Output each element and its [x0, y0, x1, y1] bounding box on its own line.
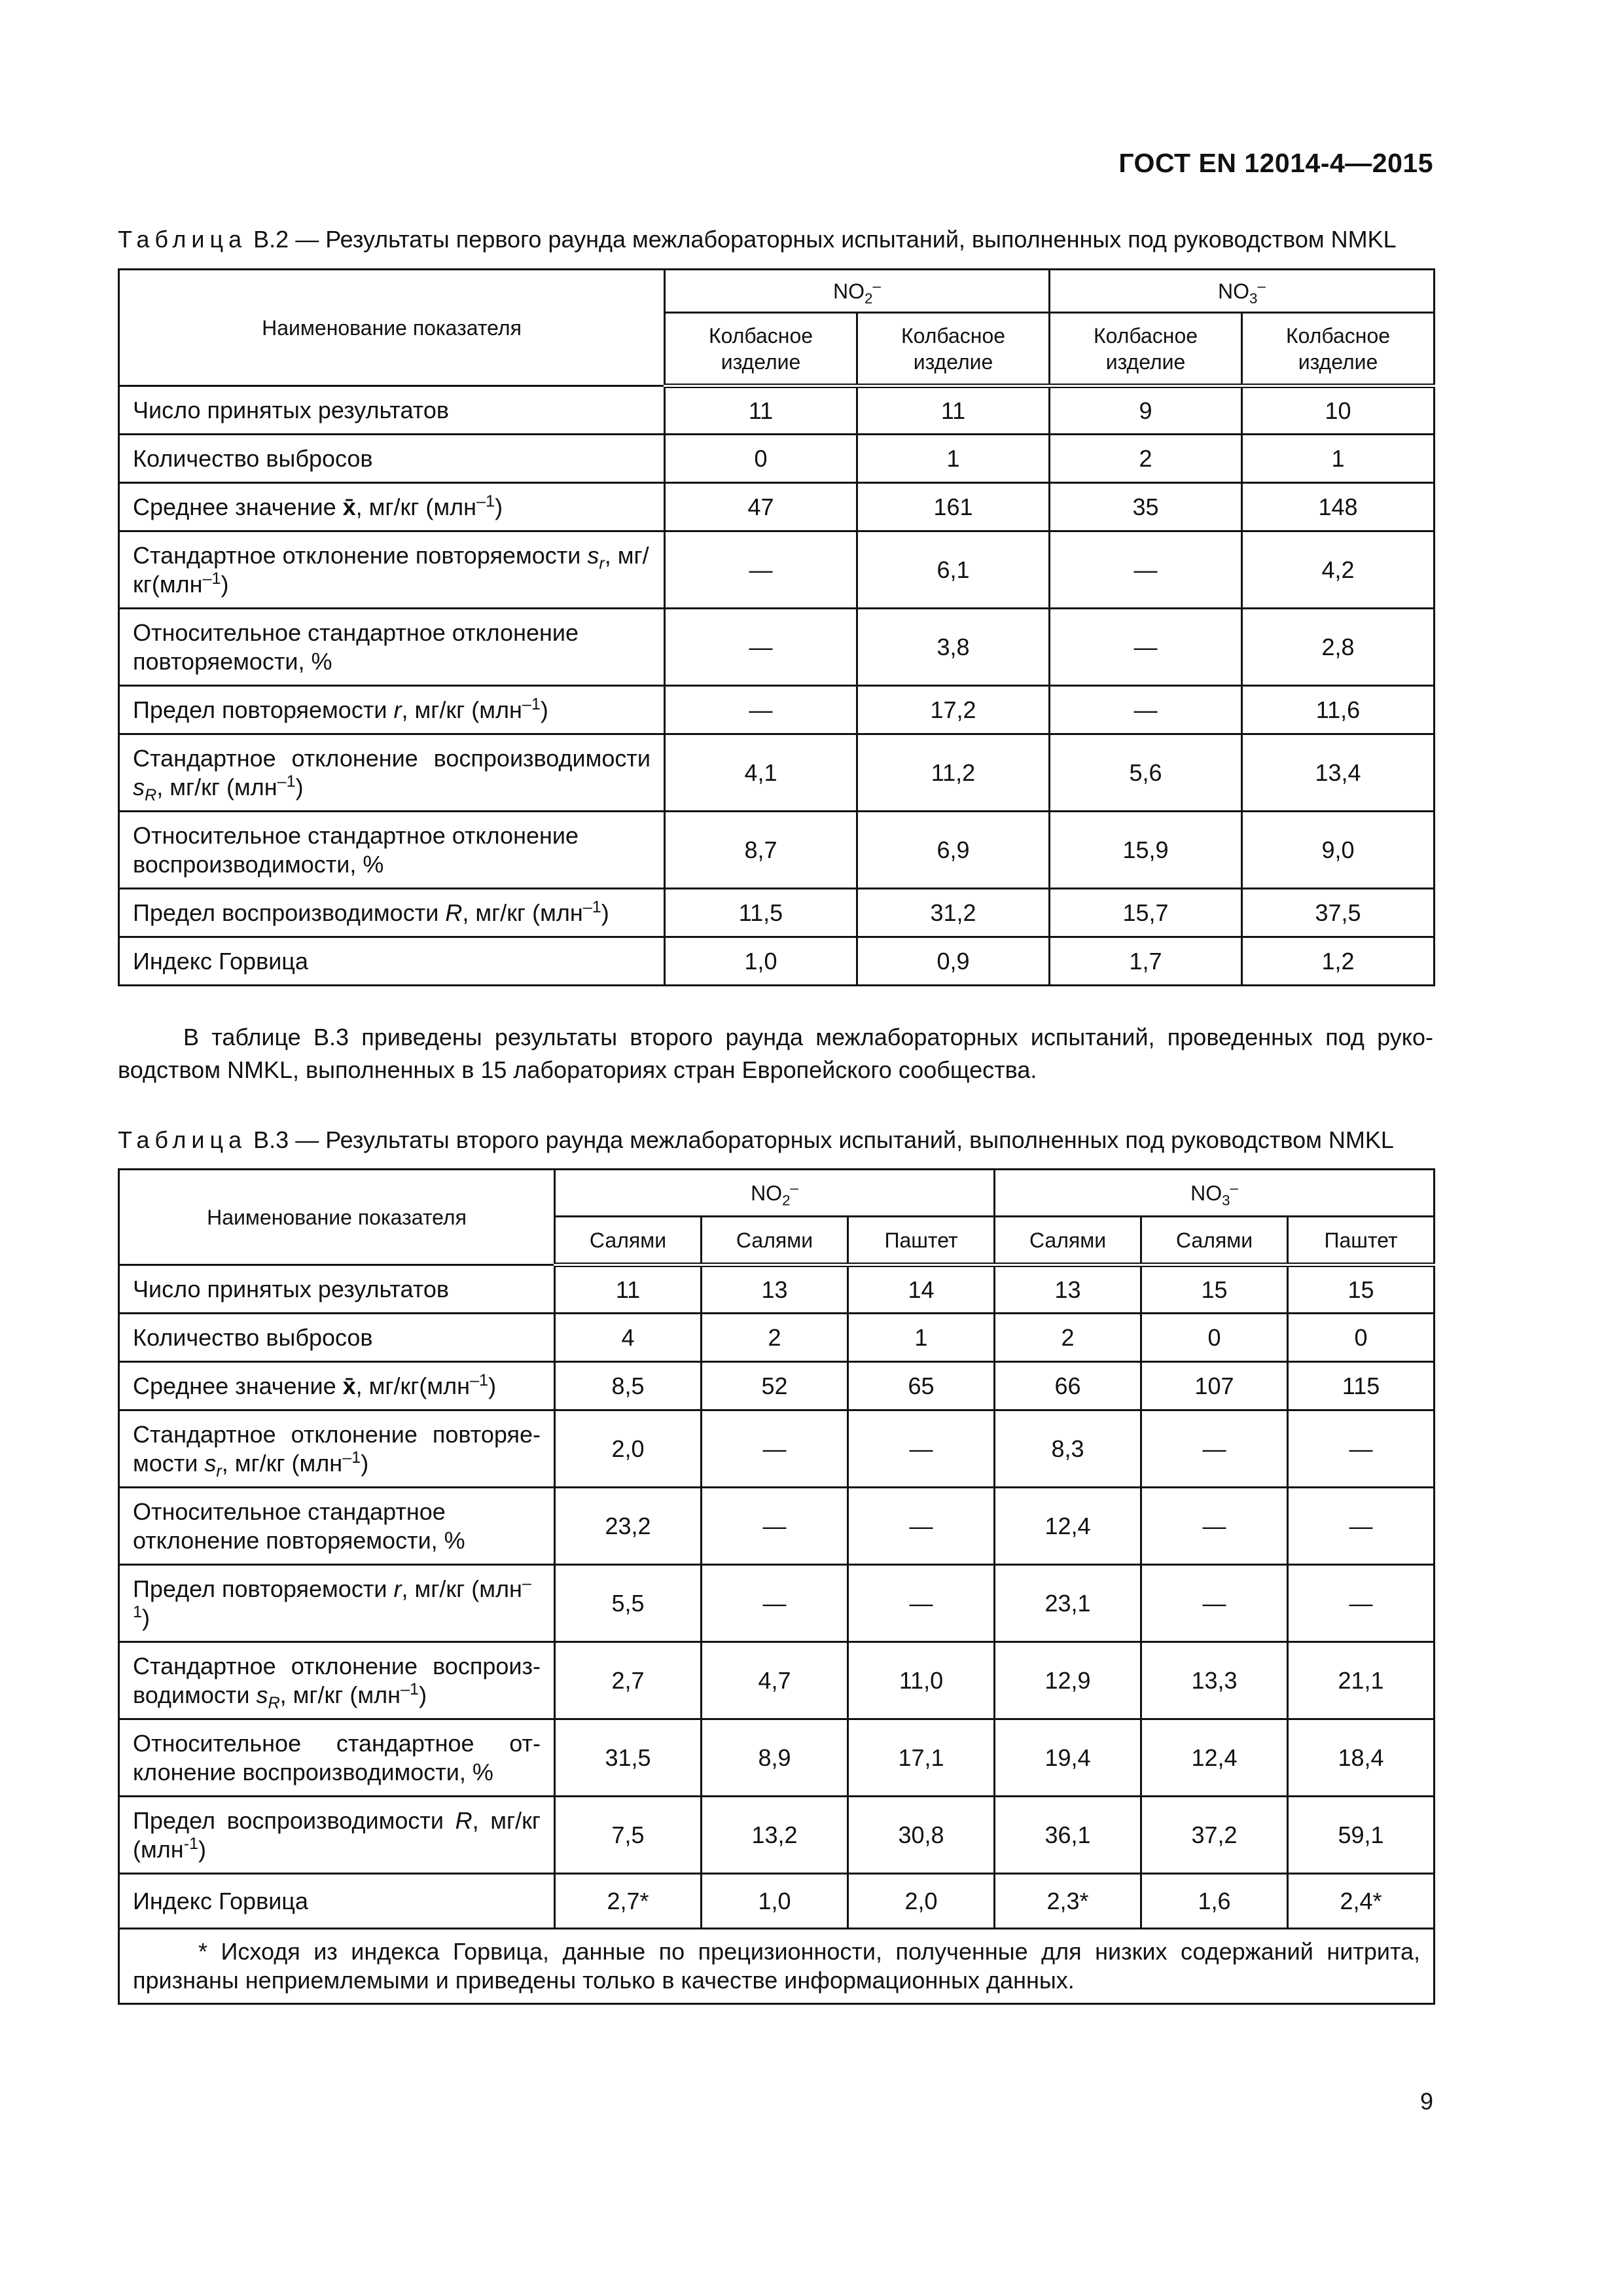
table-cell: 4,2	[1242, 531, 1435, 609]
table-cell: —	[1288, 1488, 1435, 1565]
table-cell: 4	[555, 1314, 702, 1362]
label-part: , мг/кг (млн	[355, 493, 477, 520]
table-cell: 9	[1050, 386, 1242, 435]
table-cell: 0	[1141, 1314, 1288, 1362]
row-label	[119, 1410, 555, 1488]
label-part: , мг/кг(млн	[355, 1372, 471, 1399]
table-cell: —	[848, 1488, 995, 1565]
table-cell: 13	[995, 1265, 1141, 1314]
table-row	[119, 483, 1435, 531]
table-cell: 1,0	[665, 937, 857, 986]
label-part: r	[216, 1462, 222, 1480]
table-row	[119, 1488, 1435, 1565]
row-label	[119, 1719, 555, 1797]
label-part: –1	[202, 569, 221, 588]
label-part: Среднее значение	[133, 493, 343, 520]
label-part: , мг/кг (млн	[462, 899, 583, 926]
label-part: Предел воспроизводимости	[133, 899, 446, 926]
table-cell: 37,2	[1141, 1797, 1288, 1874]
no3-sup: –	[1230, 1179, 1238, 1196]
label-part: –1	[470, 1371, 489, 1390]
table-row	[119, 1642, 1435, 1719]
table-b3-subhead: Паштет	[848, 1217, 995, 1265]
table-row	[119, 1265, 1435, 1314]
label-part: , мг/кг (млн	[401, 1575, 522, 1602]
label-part: –1	[476, 492, 495, 511]
table-cell: 37,5	[1242, 889, 1435, 937]
table-b2-group-no3	[1050, 270, 1435, 313]
label-part: –1	[582, 897, 601, 916]
table-cell: —	[1141, 1565, 1288, 1642]
no2-sup: –	[872, 277, 881, 294]
table-cell: 36,1	[995, 1797, 1141, 1874]
table-cell: 1,6	[1141, 1874, 1288, 1929]
table-cell: 161	[857, 483, 1050, 531]
label-part: Относительное стандартное отклонение повторяемости, %	[133, 619, 579, 675]
table-cell: 2	[995, 1314, 1141, 1362]
table-cell: 17,2	[857, 686, 1050, 734]
label-part: , мг/кг (млн	[221, 1449, 343, 1477]
table-b2-subhead: Колбасное изделие	[857, 313, 1050, 386]
table-cell: 19,4	[995, 1719, 1141, 1797]
row-label	[119, 386, 665, 435]
label-part: s	[587, 541, 599, 569]
table-cell: 11,5	[665, 889, 857, 937]
table-cell: 15,7	[1050, 889, 1242, 937]
table-cell: —	[1050, 531, 1242, 609]
table-cell: 115	[1288, 1362, 1435, 1410]
table-cell: 11,6	[1242, 686, 1435, 734]
row-label	[119, 1265, 555, 1314]
no3-sub: 3	[1222, 1191, 1230, 1208]
label-part: R	[268, 1693, 280, 1712]
table-cell: 31,5	[555, 1719, 702, 1797]
table-b2	[118, 268, 1435, 986]
table-cell: 1	[857, 435, 1050, 483]
label-part: -1	[183, 1834, 199, 1853]
table-cell: —	[848, 1410, 995, 1488]
table-cell: 18,4	[1288, 1719, 1435, 1797]
table-cell: 47	[665, 483, 857, 531]
table-b2-subhead: Колбасное изделие	[1050, 313, 1242, 386]
label-part: )	[419, 1681, 427, 1708]
table-cell: 6,9	[857, 812, 1050, 889]
label-part: Индекс Горвица	[133, 947, 308, 975]
label-part: Стандартное отклонение повторяемости	[133, 541, 588, 569]
table-row	[119, 609, 1435, 686]
row-label	[119, 531, 665, 609]
table-cell: 31,2	[857, 889, 1050, 937]
table-b3-header-name: Наименование показателя	[119, 1170, 555, 1265]
table-row	[119, 937, 1435, 986]
table-cell: 1	[1242, 435, 1435, 483]
label-part: , мг/кг (млн	[401, 696, 522, 723]
table-cell: —	[1288, 1565, 1435, 1642]
table-b3-caption	[118, 1126, 1433, 1155]
table-cell: 17,1	[848, 1719, 995, 1797]
table-cell: 11,2	[857, 734, 1050, 812]
table-row	[119, 435, 1435, 483]
table-cell: 11	[857, 386, 1050, 435]
table-cell: 3,8	[857, 609, 1050, 686]
table-cell: 23,1	[995, 1565, 1141, 1642]
table-cell: 9,0	[1242, 812, 1435, 889]
table-b2-caption	[118, 225, 1433, 254]
table-cell: —	[665, 686, 857, 734]
table-cell: 23,2	[555, 1488, 702, 1565]
table-cell: 0,9	[857, 937, 1050, 986]
table-cell: 2,0	[848, 1874, 995, 1929]
table-b3-subhead: Салями	[995, 1217, 1141, 1265]
table-cell: —	[1050, 609, 1242, 686]
table-b2-caption-text: В.2 — Результаты первого раунда межлабораторных испытаний, выполненных под руководством NMKL	[247, 226, 1397, 253]
table-row	[119, 889, 1435, 937]
row-label	[119, 812, 665, 889]
row-label	[119, 937, 665, 986]
label-part: s	[133, 773, 145, 800]
row-label	[119, 609, 665, 686]
table-cell: 0	[665, 435, 857, 483]
label-part: , мг/кг(млн	[133, 541, 649, 598]
label-part: Относительное стандартное отклонение воспроизводимости, %	[133, 821, 579, 878]
table-row	[119, 1410, 1435, 1488]
table-cell: —	[848, 1565, 995, 1642]
table-cell: —	[1288, 1410, 1435, 1488]
table-cell: 2,0	[555, 1410, 702, 1488]
label-part: R	[455, 1806, 473, 1834]
table-cell: 1	[848, 1314, 995, 1362]
table-cell: 15,9	[1050, 812, 1242, 889]
table-cell: 2,8	[1242, 609, 1435, 686]
table-cell: 2	[702, 1314, 848, 1362]
table-row	[119, 686, 1435, 734]
table-cell: 7,5	[555, 1797, 702, 1874]
table-cell: —	[1141, 1488, 1288, 1565]
table-row	[119, 531, 1435, 609]
table-cell: 35	[1050, 483, 1242, 531]
label-part: Индекс Горвица	[133, 1887, 308, 1914]
table-row	[119, 1362, 1435, 1410]
table-cell: 6,1	[857, 531, 1050, 609]
table-b3	[118, 1168, 1435, 2005]
no3-sub: 3	[1249, 289, 1258, 306]
table-cell: 12,4	[1141, 1719, 1288, 1797]
table-row	[119, 1874, 1435, 1929]
no2-sup: –	[790, 1179, 798, 1196]
table-cell: 66	[995, 1362, 1141, 1410]
table-b3-caption-prefix: Таблица	[118, 1126, 247, 1153]
table-cell: 8,7	[665, 812, 857, 889]
standard-code: ГОСТ EN 12014-4—2015	[1118, 148, 1433, 178]
label-part: r	[393, 1575, 402, 1602]
table-cell: —	[702, 1488, 848, 1565]
table-cell: 8,9	[702, 1719, 848, 1797]
row-label	[119, 1362, 555, 1410]
table-cell: 12,4	[995, 1488, 1141, 1565]
no3-sup: –	[1257, 277, 1266, 294]
row-label	[119, 734, 665, 812]
table-footnote: * Исходя из индекса Горвица, данные по прецизионности, полученные для низких содержаний нитрита, признаны неприемлемыми и приведены только в качестве информационных данных.	[119, 1929, 1435, 2004]
table-row	[119, 734, 1435, 812]
table-cell: 2,3*	[995, 1874, 1141, 1929]
table-row	[119, 386, 1435, 435]
label-part: Стандартное отклонение повторяемости	[133, 1420, 541, 1477]
table-cell: 2,7*	[555, 1874, 702, 1929]
table-b2-subhead: Колбасное изделие	[665, 313, 857, 386]
table-cell: 5,5	[555, 1565, 702, 1642]
table-b3-subhead: Паштет	[1288, 1217, 1435, 1265]
table-row	[119, 1797, 1435, 1874]
table-b2-group-no2	[665, 270, 1050, 313]
label-part: , мг/кг (млн	[156, 773, 277, 800]
label-part: )	[198, 1835, 207, 1863]
label-part: –1	[522, 694, 541, 713]
table-cell: 14	[848, 1265, 995, 1314]
page-number: 9	[1419, 2088, 1433, 2115]
label-part: –1	[133, 1573, 531, 1621]
label-part: )	[601, 899, 609, 926]
label-part: Относительное стандартное отклонение воспроизводимости, %	[133, 1729, 541, 1785]
table-cell: 148	[1242, 483, 1435, 531]
no3-base: NO	[1218, 279, 1250, 303]
table-cell: 11,0	[848, 1642, 995, 1719]
label-part: Число принятых результатов	[133, 396, 449, 423]
table-cell: 65	[848, 1362, 995, 1410]
table-row	[119, 1565, 1435, 1642]
table-cell: 107	[1141, 1362, 1288, 1410]
label-part: Стандартное отклонение воспроизводимости	[133, 1652, 541, 1708]
row-label	[119, 483, 665, 531]
table-b3-subhead: Салями	[1141, 1217, 1288, 1265]
label-part: Предел воспроизводимости	[133, 1806, 455, 1834]
table-cell: —	[665, 609, 857, 686]
table-cell: 13,2	[702, 1797, 848, 1874]
no3-base: NO	[1190, 1181, 1222, 1205]
table-cell: —	[702, 1565, 848, 1642]
table-cell: —	[1141, 1410, 1288, 1488]
no2-sub: 2	[782, 1191, 791, 1208]
row-label	[119, 1314, 555, 1362]
no2-sub: 2	[865, 289, 873, 306]
table-cell: 13	[702, 1265, 848, 1314]
no2-base: NO	[751, 1181, 783, 1205]
label-part: x̄	[342, 493, 356, 520]
label-part: Стандартное отклонение воспроизводимости	[133, 744, 651, 772]
table-b2-subhead: Колбасное изделие	[1242, 313, 1435, 386]
label-part: –1	[277, 772, 296, 791]
label-part: )	[488, 1372, 497, 1399]
table-cell: —	[665, 531, 857, 609]
label-part: Число принятых результатов	[133, 1275, 449, 1302]
table-cell: 10	[1242, 386, 1435, 435]
row-label	[119, 1874, 555, 1929]
label-part: Относительное стандартное отклонение повторяемости, %	[133, 1498, 465, 1554]
table-cell: 2	[1050, 435, 1242, 483]
table-b3-subhead: Салями	[702, 1217, 848, 1265]
table-cell: 59,1	[1288, 1797, 1435, 1874]
label-part: r	[599, 554, 605, 573]
label-part: )	[361, 1449, 369, 1477]
table-cell: 11	[555, 1265, 702, 1314]
table-cell: 5,6	[1050, 734, 1242, 812]
label-part: R	[145, 785, 157, 804]
table-cell: 4,7	[702, 1642, 848, 1719]
label-part: )	[221, 570, 229, 598]
row-label	[119, 1488, 555, 1565]
table-cell: 1,7	[1050, 937, 1242, 986]
table-cell: 30,8	[848, 1797, 995, 1874]
table-cell: 52	[702, 1362, 848, 1410]
label-part: s	[256, 1681, 268, 1708]
intro-paragraph: В таблице В.3 приведены результаты второго раунда межлабораторных испытаний, проведенных под руководством NMKL, выполненных в 15 лабораториях стран Европейского сообщества.	[118, 1024, 1433, 1083]
table-cell: 8,3	[995, 1410, 1141, 1488]
label-part: Предел повторяемости	[133, 696, 394, 723]
table-b3-group-no2	[555, 1170, 995, 1217]
table-cell: 4,1	[665, 734, 857, 812]
row-label	[119, 1797, 555, 1874]
table-row	[119, 812, 1435, 889]
row-label	[119, 1642, 555, 1719]
no2-base: NO	[833, 279, 865, 303]
table-cell: 1,2	[1242, 937, 1435, 986]
table-b2-header-name: Наименование показателя	[119, 270, 665, 386]
label-part: R	[445, 899, 463, 926]
table-cell: 13,3	[1141, 1642, 1288, 1719]
label-part: )	[295, 773, 304, 800]
table-cell: 12,9	[995, 1642, 1141, 1719]
table-cell: —	[1050, 686, 1242, 734]
table-row	[119, 1314, 1435, 1362]
table-cell: 15	[1288, 1265, 1435, 1314]
table-b3-caption-text: В.3 — Результаты второго раунда межлабораторных испытаний, выполненных под руководством NMKL	[247, 1126, 1394, 1153]
table-row	[119, 1719, 1435, 1797]
row-label	[119, 889, 665, 937]
label-part: Количество выбросов	[133, 1323, 373, 1351]
table-cell: 11	[665, 386, 857, 435]
label-part: –1	[401, 1679, 419, 1698]
table-cell: 2,4*	[1288, 1874, 1435, 1929]
label-part: , мг/кг (млн	[133, 1806, 541, 1863]
table-cell: —	[702, 1410, 848, 1488]
label-part: )	[142, 1604, 151, 1631]
label-part: Количество выбросов	[133, 444, 373, 472]
label-part: )	[540, 696, 548, 723]
label-part: x̄	[342, 1372, 356, 1399]
row-label	[119, 435, 665, 483]
table-cell: 15	[1141, 1265, 1288, 1314]
table-cell: 1,0	[702, 1874, 848, 1929]
row-label	[119, 686, 665, 734]
table-b3-subhead: Салями	[555, 1217, 702, 1265]
label-part: )	[495, 493, 503, 520]
table-cell: 21,1	[1288, 1642, 1435, 1719]
table-b2-caption-prefix: Таблица	[118, 226, 247, 253]
label-part: s	[204, 1449, 217, 1477]
table-cell: 0	[1288, 1314, 1435, 1362]
label-part: r	[393, 696, 402, 723]
table-cell: 13,4	[1242, 734, 1435, 812]
table-cell: 2,7	[555, 1642, 702, 1719]
label-part: –1	[342, 1448, 361, 1467]
table-cell: 8,5	[555, 1362, 702, 1410]
table-footnote-row	[119, 1929, 1435, 2004]
label-part: , мг/кг (млн	[279, 1681, 401, 1708]
table-b3-group-no3	[995, 1170, 1435, 1217]
row-label	[119, 1565, 555, 1642]
label-part: Среднее значение	[133, 1372, 343, 1399]
label-part: Предел повторяемости	[133, 1575, 394, 1602]
